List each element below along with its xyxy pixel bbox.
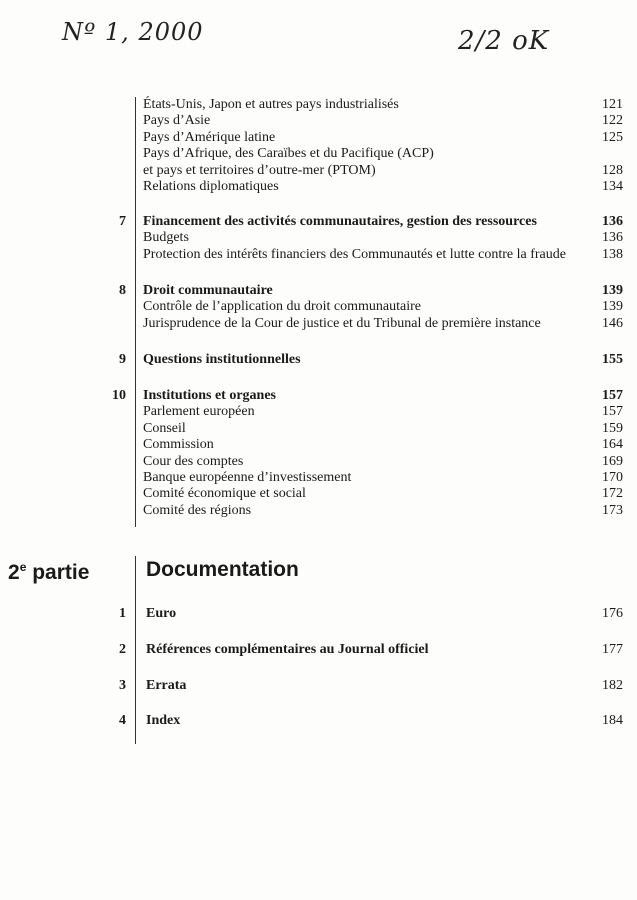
toc-line: et pays et territoires d’outre-mer (PTOM) 128: [143, 162, 623, 178]
section-heading: Droit communautaire 139: [143, 283, 623, 298]
toc-line: Cour des comptes 169: [143, 453, 623, 469]
section-number: 10: [112, 388, 126, 403]
toc-line: Comité des régions 173: [143, 502, 623, 518]
doc-number: 1: [119, 606, 126, 621]
handwritten-check-note: 2/2 oK: [458, 26, 550, 56]
part-label: 2e partie: [8, 560, 90, 584]
toc-line: Parlement européen 157: [143, 404, 623, 420]
toc-line: Protection des intérêts financiers des Communautés et lutte contre la fraude 138: [143, 246, 623, 262]
doc-entry: Euro 176: [146, 606, 623, 621]
handwritten-issue-note: Nº 1, 2000: [62, 18, 204, 46]
section-heading: Questions institutionnelles 155: [143, 352, 623, 367]
section-heading: Financement des activités communautaires, gestion des ressources 136: [143, 214, 623, 229]
section-7: [143, 214, 623, 263]
section-number: 7: [119, 214, 126, 229]
toc-line: Jurisprudence de la Cour de justice et du Tribunal de première instance 146: [143, 315, 623, 331]
doc-entry: Index 184: [146, 713, 623, 728]
toc-line: Contrôle de l’application du droit communautaire 139: [143, 299, 623, 315]
doc-number: 3: [119, 678, 126, 693]
toc-line: Commission 164: [143, 437, 623, 453]
section-9: [143, 352, 623, 368]
doc-number: 4: [119, 713, 126, 728]
toc-line: Pays d’Asie 122: [143, 113, 623, 129]
continued-list: [143, 97, 623, 195]
section-number: 8: [119, 283, 126, 298]
doc-entry: Références complémentaires au Journal officiel 177: [146, 642, 623, 657]
toc-line: Budgets 136: [143, 230, 623, 246]
divider-line: [135, 97, 136, 527]
toc-line: Comité économique et social 172: [143, 486, 623, 502]
doc-entry: Errata 182: [146, 678, 623, 693]
part-title: Documentation: [146, 558, 299, 581]
toc-line: Pays d’Afrique, des Caraïbes et du Pacifique (ACP): [143, 146, 434, 162]
toc-line: Banque européenne d’investissement 170: [143, 470, 623, 486]
divider-line: [135, 556, 136, 744]
toc-line: Relations diplomatiques 134: [143, 179, 623, 195]
doc-number: 2: [119, 642, 126, 657]
section-heading: Institutions et organes 157: [143, 388, 623, 403]
section-number: 9: [119, 352, 126, 367]
toc-line: Pays d’Amérique latine 125: [143, 129, 623, 145]
section-8: [143, 283, 623, 332]
toc-line: Conseil 159: [143, 420, 623, 436]
section-10: [143, 388, 623, 519]
toc-line: États-Unis, Japon et autres pays industrialisés 121: [143, 97, 623, 112]
